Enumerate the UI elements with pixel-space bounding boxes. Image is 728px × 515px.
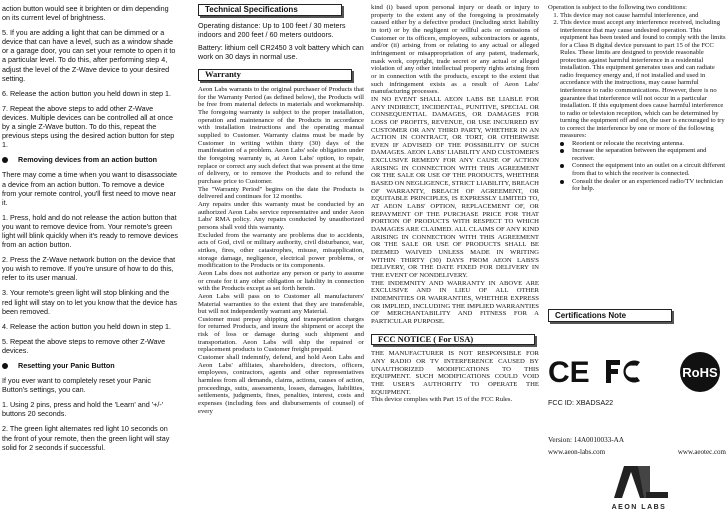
aeon-labs-logo [594, 462, 684, 512]
paragraph: 3. Your remote's green light will stop blinking and the red light will stay on to let you know that the device has been removed. [2, 288, 177, 316]
paragraph: 1. Press, hold and do not release the action button that you want to remove device from. Your remote's green light will blink quickly when it's ready to remove devices from an action button. [2, 212, 178, 250]
specs-warranty-column [198, 4, 364, 415]
heading-text: Resetting your Panic Button [18, 361, 115, 370]
fcc-logo [606, 360, 640, 383]
paragraph: action button would see it brighten or dim depending on its current level of brightness. [2, 4, 169, 23]
measures-list [548, 140, 726, 193]
legal-column [371, 4, 539, 404]
list-item: 1. This device may not cause harmful interference, and [560, 12, 726, 20]
paragraph: The "Warranty Period" begins on the date the Products is delivered and continues for 12 months. [198, 185, 364, 201]
version-label: Version: 14A0010033-AA [548, 436, 625, 444]
paragraph: 5. If you are adding a light that can be dimmed or a device that can have a level, such as a window shade or a garage door, you can set your remote to open it to a particular level. To do this, after performing step 4, adjust the level of the Z-Wave device to your desired setting. [2, 28, 176, 83]
paragraph: 1. Using 2 pins, press and hold the 'Learn' and '+/-' buttons 20 seconds. [2, 400, 164, 419]
bullet-icon [2, 363, 8, 369]
aeotec-link[interactable]: www.aeotec.com [677, 448, 726, 456]
paragraph: Customer shall indemnify, defend, and hold Aeon Labs and Aeon Labs' affiliates, shareholders, directors, officers, employees, contractors, agents and other representatives harmless from all demands, claims, actions, causes of action, proceedings, suits, assessments, losses, damages, liabilities, settlements, judgments, fines, penalties, interest, costs and expenses (including fees and disbursements of counsel) of every [198, 354, 364, 415]
certification-logos [548, 346, 726, 396]
warranty-heading: Warranty [198, 69, 352, 81]
svg-text:RoHS: RoHS [682, 365, 718, 380]
heading-text: Removing devices from an action button [18, 155, 157, 165]
section-heading-reset [2, 361, 178, 370]
paragraph: 7. Repeat the above steps to add other Z-Wave devices. Multiple devices can be controlled all at once by a single Z-Wave button. To do this, repeat the previous steps using the desired action button for step 1. [2, 103, 175, 150]
paragraph: 2. The green light alternates red light 10 seconds on the front of your remote, then the green light will stay solid for 2 seconds if successful. [2, 424, 170, 452]
svg-text:CE: CE [548, 356, 590, 389]
paragraph: Operation is subject to the following two conditions: [548, 4, 687, 11]
brand-mark [614, 466, 668, 498]
paragraph: Aeon Labs does not authorize any person or party to assume or create for it any other obligation or liability in connection with the Products except as set forth herein. [198, 269, 364, 293]
section-heading-remove [2, 155, 178, 164]
fcc-notice-heading: FCC NOTICE ( For USA) [371, 334, 535, 346]
paragraph: kind (i) based upon personal injury or death or injury to property to the extent any of the foregoing is proximately caused either by a defective product (including strict liability in tort) or by the negligent or willful acts or omissions of Customer or its officers, employees, subcontractors or agents, and/or (ii) arising from or relating to any actual or alleged infringement or misappropriation of any patent, trademark, mask work, copyright, trade secret or any actual or alleged violation of any other intellectual property rights arising from or in connection with the products, except to the extent that such infringement exists as a result of Aeon Labs' manufacturing processes. [371, 4, 539, 96]
paragraph: Customer must prepay shipping and transportation charges for returned Products, and insure the shipment or accept the risk of loss or damage during such shipment and transportation. Aeon Labs will ship the repaired or replacement products to Customer freight prepaid. [198, 315, 364, 354]
fcc-id: FCC ID: XBADSA22 [548, 398, 614, 407]
certifications-heading: Certifications Note [548, 309, 672, 322]
paragraph: IN NO EVENT SHALL AEON LABS BE LIABLE FOR ANY INDIRECT, INCIDENTAL, PUNITIVE, SPECIAL OR CONSEQUENTIAL DAMAGES, OR DAMAGES FOR LOSS OF PROFITS, REVENUE, OR USE INCURRED BY CUSTOMER OR ANY THIRD PARTY, WHETHER IN AN ACTION IN CONTRACT, OR TORT, OR OTHERWISE EVEN IF ADVISED OF THE POSSIBILITY OF SUCH DAMAGES. AEON LABS' LIABILITY AND CUSTOMER'S EXCLUSIVE REMEDY FOR ANY CAUSE OF ACTION ARISING IN CONNECTION WITH THIS AGREEMENT OR THE SALE OR USE OF THE PRODUCTS, WHETHER BASED ON NEGLIGENCE, STRICT LIABILITY, BREACH OF WARRANTY, BREACH OF AGREEMENT, OR EQUITABLE PRINCIPLES, IS EXPRESSLY LIMITED TO, AT AEON LABS' OPTION, REPLACEMENT OF, OR REPAYMENT OF THE PURCHASE PRICE FOR THAT PORTION OF PRODUCTS WITH RESPECT TO WHICH DAMAGES ARE CLAIMED. ALL CLAIMS OF ANY KIND ARISING IN CONNECTION WITH THIS AGREEMENT OR THE SALE OR USE OF PRODUCTS SHALL BE DEEMED WAIVED UNLESS MADE IN WRITING WITHIN THIRTY (30) DAYS FROM AEON LABS'S DELIVERY, OR THE DATE FIXED FOR DELIVERY IN THE EVENT OF NONDELIVERY. [371, 95, 539, 279]
conditions-list [548, 12, 726, 140]
paragraph: THE INDEMNITY AND WARRANTY IN ABOVE ARE EXCLUSIVE AND IN LIEU OF ALL OTHER INDEMNITIES OR WARRANTIES, WHETHER EXPRESS OR IMPLIED, INCLUDING THE IMPLIED WARRANTIES OF MERCHANTABILITY AND FITNESS FOR A PARTICULAR PURPOSE. [371, 279, 539, 325]
ce-logo [548, 356, 590, 389]
paragraph: Excluded from the warranty are problems due to accidents, acts of God, civil or military authority, civil disturbance, war, strikes, fires, other catastrophes, misuse, misapplication, storage damage, negligence, electrical power problems, or modification to the Products or its components. [198, 231, 364, 270]
paragraph: 2. Press the Z-Wave network button on the device that you wish to remove. If you're unsure of how to do this, refer to its user manual. [2, 255, 176, 283]
list-item: 2. This device must accept any interference received, including interference that may cause undesired operation. This equipment has been tested and found to comply with the limits for a Class B digital device pursuant to part 15 of the FCC Rules. These limits are designed to provide reasonable protection against harmful interference in a residential installation. This equipment generates uses and can radiate radio frequency energy and, if not installed and used in accordance with the instructions, may cause harmful interference to radio communications. However, there is no guarantee that interference will not occur in a particular installation. If this equipment does cause harmful interference to radio or television reception, which can be determined by turning the equipment off and on, the user is encouraged to try to correct the interference by one or more of the following measures: [560, 19, 726, 140]
paragraph: Aeon Labs warrants to the original purchaser of Products that for the Warranty Period (as defined below), the Products will be free from material defects in materials and workmanship. The foregoing warranty is subject to the proper installation, operation and maintenance of the Products in accordance with installation instructions and the operating manual supplied to Customer. Warranty claims must be made by Customer in writing within thirty (30) days of the manifestation of a problem. Aeon Labs' sole obligation under the foregoing warranty is, at Aeon Labs' option, to repair, replace or correct any such defect that was present at the time of delivery, or to remove the Products and to refund the purchase price to Customer. [198, 86, 364, 185]
instructions-column [2, 4, 178, 458]
paragraph: Any repairs under this warranty must be conducted by an authorized Aeon Labs service representative and under Aeon Labs' RMA policy. Any repairs conducted by unauthorized persons shall void this warranty. [198, 200, 364, 231]
tech-specs-heading: Technical Specifications [198, 4, 342, 16]
paragraph: Operating distance: Up to 100 feet / 30 meters indoors and 200 feet / 60 meters outdoors. [198, 20, 346, 39]
paragraph: This device complies with Part 15 of the FCC Rules. [371, 396, 513, 404]
paragraph: There may come a time when you want to disassociate a device from an action button. To remove a device from your remote control, you'll first need to move near it. [2, 170, 177, 207]
paragraph: Battery: lithium cell CR2450 3 volt battery which can work on 30 days in normal use. [198, 43, 364, 62]
list-item: Reorient or relocate the receiving antenna. [566, 140, 726, 148]
paragraph: If you ever want to completely reset your Panic Button's settings, you can. [2, 376, 152, 395]
brand-name: AEON LABS [611, 504, 667, 511]
paragraph: Aeon Labs will pass on to Customer all manufacturers' Material warranties to the extent that they are transferable, but will not independently warrant any Material. [198, 292, 364, 316]
aeon-labs-link[interactable]: www.aeon-labs.com [548, 448, 606, 456]
rohs-logo [680, 352, 720, 392]
paragraph: 5. Repeat the above steps to remove other Z-Wave devices. [2, 336, 166, 355]
bullet-icon [2, 157, 8, 163]
paragraph: 6. Release the action button you held down in step 1. [2, 88, 172, 98]
list-item: Increase the separation between the equipment and receiver. [566, 147, 726, 162]
list-item: Connect the equipment into an outlet on a circuit different from that to which the receiver is connected. [566, 162, 726, 177]
paragraph: THE MANUFACTURER IS NOT RESPONSIBLE FOR ANY RADIO OR TV INTERFERENCE CAUSED BY UNAUTHORIZED MODIFICATIONS TO THIS EQUIPMENT. SUCH MODIFICATIONS COULD VOID THE USER'S AUTHORITY TO OPERATE THE EQUIPMENT. [371, 350, 539, 396]
fcc-conditions-column [548, 4, 726, 193]
website-links [548, 448, 726, 456]
list-item: Consult the dealer or an experienced radio/TV technician for help. [566, 178, 726, 193]
paragraph: 4. Release the action button you held down in step 1. [2, 321, 172, 331]
